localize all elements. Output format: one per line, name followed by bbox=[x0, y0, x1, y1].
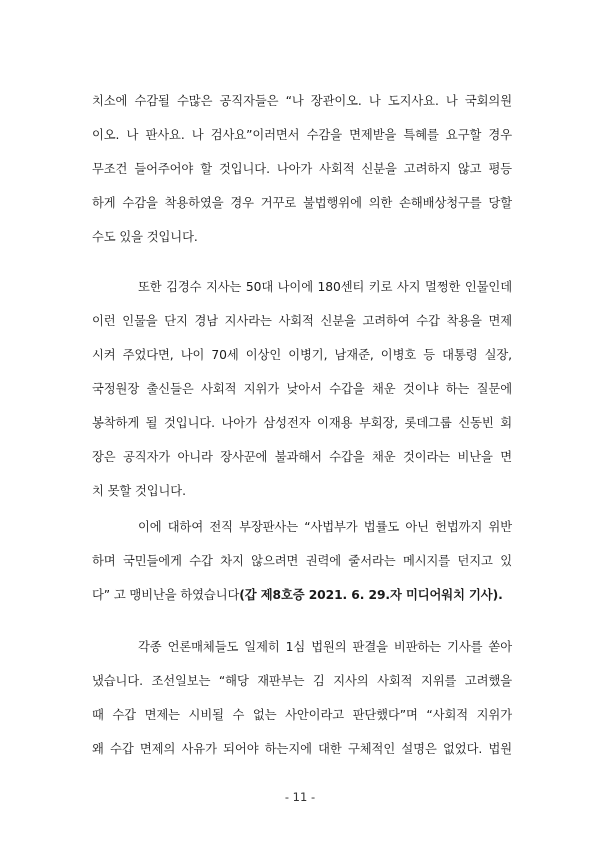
text-line: 냈습니다. 조선일보는 “해당 재판부는 김 지사의 사회적 지위를 고려했을 bbox=[92, 674, 512, 688]
text-line: 또한 김경수 지사는 50대 나이에 180센티 키로 사지 멀쩡한 인물인데 bbox=[138, 280, 512, 294]
text-line: 때 수갑 면제는 시비될 수 없는 사안이라고 판단했다”며 “사회적 지위가 bbox=[92, 708, 512, 722]
text-line: 수도 있을 것입니다. bbox=[92, 230, 198, 244]
evidence-citation: (갑 제8호증 2021. 6. 29.자 미디어워치 기사). bbox=[239, 588, 503, 602]
text-line: 국정원장 출신들은 사회적 지위가 낮아서 수갑을 채운 것이냐 하는 질문에 bbox=[92, 382, 512, 396]
text-line: 왜 수갑 면제의 사유가 되어야 하는지에 대한 구체적인 설명은 없었다. 법원 bbox=[92, 742, 512, 756]
paragraph-2 bbox=[92, 270, 512, 508]
paragraph-4 bbox=[92, 630, 512, 766]
text-line: 이에 대하여 전직 부장판사는 “사법부가 법률도 아닌 헌법까지 위반 bbox=[138, 520, 512, 534]
paragraph-3 bbox=[92, 510, 512, 612]
text-line: 하게 수감을 착용하였을 경우 거꾸로 불법행위에 의한 손해배상청구를 당할 bbox=[92, 196, 512, 210]
text-line: 이오. 나 판사요. 나 검사요”이러면서 수감을 면제받을 특혜를 요구할 경우 bbox=[92, 128, 512, 142]
text-plain: 다” 고 맹비난을 하였습니다 bbox=[92, 588, 240, 602]
text-line bbox=[92, 578, 512, 612]
text-line: 무조건 들어주어야 할 것입니다. 나아가 사회적 신분을 고려하지 않고 평등 bbox=[92, 162, 512, 176]
text-line: 치 못할 것입니다. bbox=[92, 484, 186, 498]
text-line: 이런 인물을 단지 경남 지사라는 사회적 신분을 고려하여 수갑 착용을 면제 bbox=[92, 314, 512, 328]
text-line: 봉착하게 될 것입니다. 나아가 삼성전자 이재용 부회장, 롯데그룹 신동빈 회 bbox=[92, 416, 512, 430]
page-number: - 11 - bbox=[284, 790, 316, 804]
paragraph-1 bbox=[92, 84, 512, 254]
text-line: 각종 언론매체들도 일제히 1심 법원의 판결을 비판하는 기사를 쏟아 bbox=[138, 640, 512, 654]
text-line: 시켜 주었다면, 나이 70세 이상인 이병기, 남재준, 이병호 등 대통령 실장, bbox=[92, 348, 512, 362]
text-line: 장은 공직자가 아니라 장사꾼에 불과해서 수갑을 채운 것이라는 비난을 면 bbox=[92, 450, 512, 464]
text-line: 치소에 수감될 수많은 공직자들은 “나 장관이오. 나 도지사요. 나 국회의원 bbox=[92, 94, 512, 108]
text-line: 하며 국민들에게 수갑 차지 않으려면 권력에 줄서라는 메시지를 던지고 있 bbox=[92, 554, 512, 568]
